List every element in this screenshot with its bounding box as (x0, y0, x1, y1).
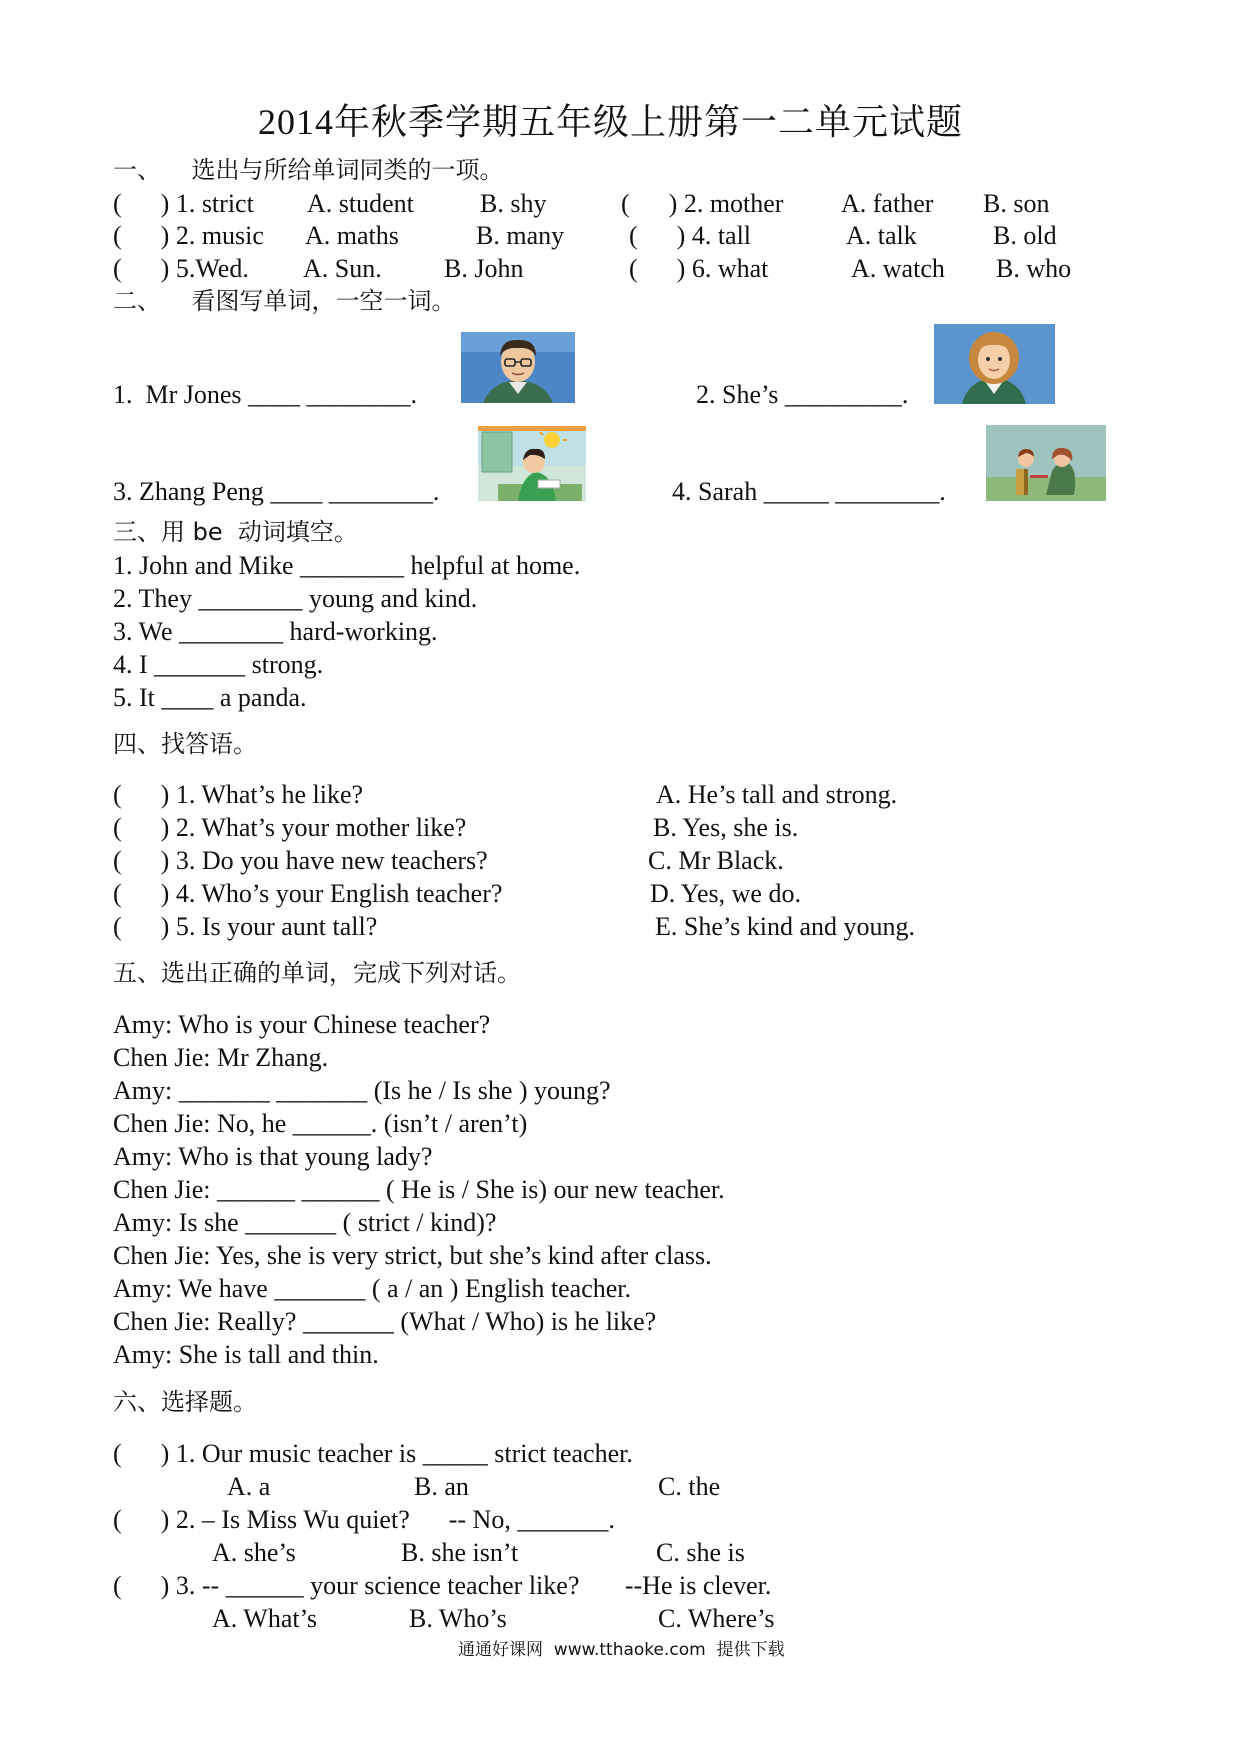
s6-q2: ( ) 2. – Is Miss Wu quiet? -- No, _______. (113, 1505, 615, 1534)
two-people-icon (986, 425, 1106, 501)
s5-line-8: Chen Jie: Yes, she is very strict, but she’s kind after class. (113, 1241, 712, 1270)
s4-q-4: ( ) 4. Who’s your English teacher? (113, 879, 503, 908)
s4-a-3: C. Mr Black. (648, 846, 784, 875)
s1-r3-q: ( ) 5.Wed. (113, 254, 249, 283)
s6-q1: ( ) 1. Our music teacher is _____ strict teacher. (113, 1439, 633, 1468)
s1-r3-q2: ( ) 6. what (629, 254, 769, 283)
s2-item-4: 4. Sarah _____ ________. (672, 477, 946, 506)
s1-r2-b2: B. old (993, 221, 1057, 250)
s2-item-3: 3. Zhang Peng ____ ________. (113, 477, 440, 506)
s4-q-2: ( ) 2. What’s your mother like? (113, 813, 467, 842)
s6-q1-opt-a: A. a (227, 1472, 271, 1501)
section-3-heading: 三、用 be 动词填空。 (113, 518, 358, 546)
s6-q2-opt-c: C. she is (656, 1538, 745, 1567)
section-1-heading: 一、 选出与所给单词同类的一项。 (113, 156, 504, 184)
section-5-heading: 五、选出正确的单词，完成下列对话。 (113, 959, 521, 987)
s3-line-4: 4. I _______ strong. (113, 650, 324, 679)
s4-q-1: ( ) 1. What’s he like? (113, 780, 364, 809)
s1-r1-a2: A. father (841, 189, 934, 218)
s5-line-7: Amy: Is she _______ ( strict / kind)? (113, 1208, 497, 1237)
s1-r3-b2: B. who (996, 254, 1072, 283)
s1-r2-b: B. many (476, 221, 565, 250)
s5-line-11: Amy: She is tall and thin. (113, 1340, 379, 1369)
s6-q3-opt-b: B. Who’s (409, 1604, 507, 1633)
woman-portrait-icon (934, 324, 1055, 404)
section-6-heading: 六、选择题。 (113, 1388, 257, 1416)
s1-r3-a2: A. watch (851, 254, 945, 283)
s1-r2-q: ( ) 2. music (113, 221, 264, 250)
boy-studying-icon (478, 426, 586, 501)
s3-line-5: 5. It ____ a panda. (113, 683, 307, 712)
s1-r1-a: A. student (307, 189, 414, 218)
s5-line-9: Amy: We have _______ ( a / an ) English teacher. (113, 1274, 632, 1303)
s5-line-1: Amy: Who is your Chinese teacher? (113, 1010, 491, 1039)
s1-r3-a: A. Sun. (303, 254, 382, 283)
s5-line-3: Amy: _______ _______ (Is he / Is she ) young? (113, 1076, 611, 1105)
s5-line-2: Chen Jie: Mr Zhang. (113, 1043, 329, 1072)
s4-a-2: B. Yes, she is. (653, 813, 799, 842)
s1-r2-a: A. maths (305, 221, 399, 250)
s6-q2-opt-b: B. she isn’t (401, 1538, 519, 1567)
s6-q1-opt-b: B. an (414, 1472, 469, 1501)
s2-item-1: 1. Mr Jones ____ ________. (113, 380, 418, 409)
s6-q2-opt-a: A. she’s (212, 1538, 296, 1567)
s4-q-3: ( ) 3. Do you have new teachers? (113, 846, 488, 875)
s6-q1-opt-c: C. the (658, 1472, 721, 1501)
section-2-heading: 二、 看图写单词，一空一词。 (113, 287, 456, 315)
s5-line-5: Amy: Who is that young lady? (113, 1142, 433, 1171)
s2-item-2: 2. She’s _________. (696, 380, 909, 409)
s5-line-6: Chen Jie: ______ ______ ( He is / She is) our new teacher. (113, 1175, 725, 1204)
s6-q3-opt-c: C. Where’s (658, 1604, 775, 1633)
s6-q3: ( ) 3. -- ______ your science teacher like? --He is clever. (113, 1571, 772, 1600)
s4-a-1: A. He’s tall and strong. (656, 780, 898, 809)
s1-r1-b2: B. son (983, 189, 1050, 218)
section-4-heading: 四、找答语。 (113, 730, 257, 758)
s3-line-2: 2. They ________ young and kind. (113, 584, 478, 613)
s1-r1-q: ( ) 1. strict (113, 189, 254, 218)
s1-r2-a2: A. talk (846, 221, 917, 250)
s1-r2-q2: ( ) 4. tall (629, 221, 752, 250)
s3-line-3: 3. We ________ hard-working. (113, 617, 438, 646)
s1-r1-q2: ( ) 2. mother (621, 189, 784, 218)
footer-credit: 通通好课网 www.tthaoke.com 提供下载 (458, 1640, 785, 1660)
s3-line-1: 1. John and Mike ________ helpful at home. (113, 551, 581, 580)
s5-line-10: Chen Jie: Really? _______ (What / Who) is he like? (113, 1307, 657, 1336)
s6-q3-opt-a: A. What’s (212, 1604, 317, 1633)
s4-q-5: ( ) 5. Is your aunt tall? (113, 912, 378, 941)
s4-a-4: D. Yes, we do. (650, 879, 801, 908)
s1-r1-b: B. shy (480, 189, 547, 218)
s1-r3-b: B. John (444, 254, 524, 283)
s4-a-5: E. She’s kind and young. (655, 912, 915, 941)
s5-line-4: Chen Jie: No, he ______. (isn’t / aren’t) (113, 1109, 528, 1138)
teacher-man-icon (461, 332, 575, 403)
page-title: 2014年秋季学期五年级上册第一二单元试题 (258, 102, 964, 142)
